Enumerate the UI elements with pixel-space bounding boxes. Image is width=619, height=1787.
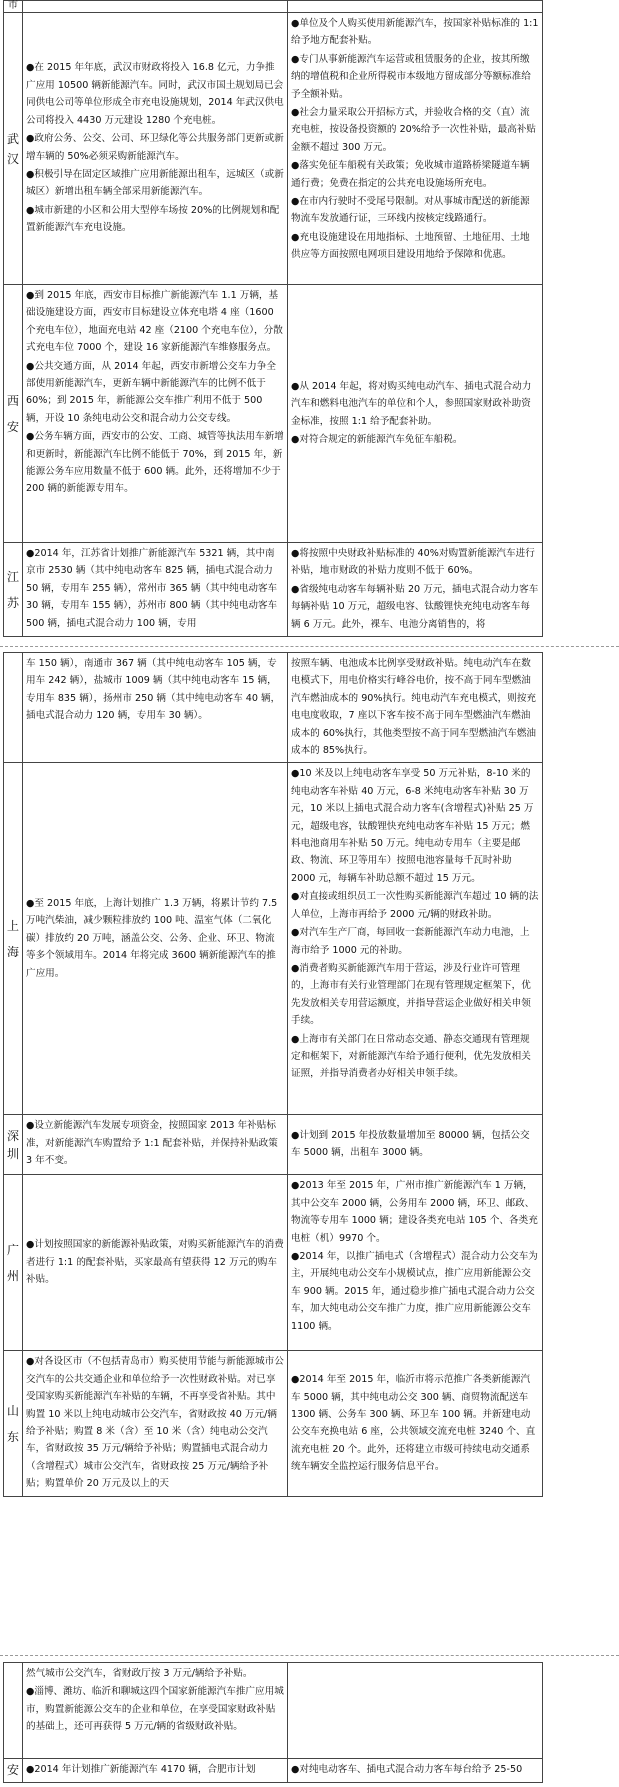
page-break-line [0, 1655, 619, 1656]
list-item: ●2013 年至 2015 年，广州市推广新能源汽车 1 万辆，其中公交车 2000 辆，公务用车 2000 辆，环卫、邮政、物流等专用车 1000 辆；建设各类充电站 105 个、各类充电桩（机）9970 个。 [291, 1180, 538, 1244]
list-item: ●城市新建的小区和公用大型停车场按 20%的比例规划和配置新能源汽车充电设施。 [26, 204, 280, 234]
city-name-shanghai: 上海 [6, 918, 19, 959]
guangzhou-plan-cell [23, 1175, 288, 1351]
list-item: ●单位及个人购买使用新能源汽车，按国家补贴标准的 1:1 给予地方配套补贴。 [291, 18, 539, 47]
list-item: ●到 2015 年底，西安市目标推广新能源汽车 1.1 万辆，基础设施建设方面，西安市目标建设立体充电塔 4 座（1600 个充电车位），地面充电站 42 座（2100 个充电车位），分散式充电车位 7000 个，建设 16 家新能源汽车维修服务点。 [26, 290, 283, 354]
shanghai-plan-cell [23, 763, 288, 1115]
list-item: ●省级纯电动客车每辆补贴 20 万元，插电式混合动力客车每辆补贴 10 万元，超级电容、钛酸锂快充纯电动客车每辆 6 万元。此外，裸车、电池分离销售的，将 [291, 583, 539, 630]
city-name-jiangsu: 江苏 [6, 569, 19, 610]
list-item: ●将按照中央财政补贴标准的 40%对购置新能源汽车进行补贴，地市财政的补贴力度则不低于 60%。 [291, 548, 535, 577]
city-name-guangzhou: 广州 [6, 1242, 19, 1283]
wuhan-plan-cell [23, 13, 288, 285]
list-item: ●2014 年，以推广插电式（含增程式）混合动力公交车为主，开展纯电动公交车小规模试点，推广应用新能源公交车 900 辆。2015 年，通过稳步推广插电式混合动力公交车，加大纯电动公交车推广力度，推广应用新能源公交车 1100 辆。 [291, 1251, 538, 1332]
list-item: ●政府公务、公交、公司、环卫绿化等公共服务部门更新或新增车辆的 50%必须采购新能源汽车。 [26, 133, 284, 162]
list-item: ●专门从事新能源汽车运营或租赁服务的企业，按其所缴纳的增值税和企业所得税市本级地方留成部分等额标准给予全额补贴。 [291, 53, 531, 100]
city-cell-xian [4, 285, 23, 543]
shandong-policy-cont-cell [288, 1663, 543, 1759]
list-item: ●计划按照国家的新能源补贴政策，对购买新能源汽车的消费者进行 1:1 的配套补贴，买家最高有望获得 12 万元的购车补贴。 [26, 1239, 284, 1286]
list-item: ●社会力量采取公开招标方式，并验收合格的交（直）流充电桩，按设备投资额的 20%给予一次性补贴，最高补贴金额不超过 300 万元。 [291, 107, 537, 153]
list-item: ●落实免征车船税有关政策；免收城市道路桥梁隧道车辆通行费；免费在指定的公共充电设施场所充电。 [291, 160, 530, 189]
list-item: ●对汽车生产厂商，每回收一套新能源汽车动力电池，上海市给予 1000 元的补助。 [291, 927, 530, 956]
shenzhen-plan-cell [23, 1115, 288, 1175]
list-item: ●上海市有关部门在日常动态交通、静态交通现有管理规定和框架下，对新能源汽车给予通行便利，优先发放相关证照，并指导消费者办好相关申领手续。 [291, 1033, 531, 1080]
table-fragment-3 [3, 1662, 543, 1783]
list-item: ●在市内行驶时不受尾号限制。对从事城市配送的新能源物流车发放通行证，三环线内按核定线路通行。 [291, 196, 530, 225]
anhui-policy-cell [288, 1759, 543, 1783]
list-item: ●充电设施建设在用地指标、土地预留、土地征用、土地供应等方面按照电网项目建设用地给予保障和优惠。 [291, 231, 530, 261]
list-item: ●公务车辆方面，西安市的公安、工商、城管等执法用车新增和更新时，新能源汽车比例不能低于 70%，到 2015 年，新能源公务车应用数量不低于 600 辆。此外，还将增加不少于 200 辆的新能源专用车。 [26, 431, 284, 495]
city-name-xian: 西安 [6, 393, 19, 434]
header-right-cell [288, 1, 543, 13]
wuhan-policy-cell [288, 13, 543, 285]
guangzhou-policy-cell [288, 1175, 543, 1351]
xian-plan-cell [23, 285, 288, 543]
list-item: ●公共交通方面，从 2014 年起，西安市新增公交车力争全部使用新能源汽车，更新车辆中新能源汽车的比例不低于 60%；到 2015 年，新能源公交车推广利用不低于 500 辆，开设 10 条纯电动公交和混合动力公交专线。 [26, 360, 276, 424]
list-item: 按照车辆、电池成本比例享受财政补贴。纯电动汽车在数电模式下，用电价格实行峰谷电价，按不高于同车型燃油汽车燃油成本的 90%执行。纯电动汽车充电模式，则按充电电度收取，7 座以下客车按不高于同车型燃油汽车燃油成本的 60%执行，其他类型按不高于同车型燃油汽车燃油成本的 85%执行。 [291, 658, 537, 757]
list-item: ●10 米及以上纯电动客车享受 50 万元补贴，8-10 米的纯电动客车补贴 40 万元，6-8 米纯电动客车补贴 30 万元，10 米以上插电式混合动力客车(含增程式)补贴 25 万元，超级电容，钛酸锂快充纯电动客车补贴 15 万元；燃料电池商用车补贴 50 万元。纯电动专用车（主要是邮政、物流、环卫等用车）按照电池容量每千瓦时补助 2000 元，每辆车补助总额不超过 15 万元。 [291, 768, 534, 884]
city-name-wuhan: 武汉 [6, 131, 19, 166]
list-item: ●从 2014 年起，将对购买纯电动汽车、插电式混合动力汽车和燃料电池汽车的单位和个人，参照国家财政补助资金标准，按照 1:1 给予配套补助。 [291, 380, 532, 427]
header-mid-cell [23, 1, 288, 13]
city-cell-jiangsu [4, 543, 23, 637]
city-name-anhui: 安 [6, 1763, 19, 1777]
city-cell-shandong-cont [4, 1663, 23, 1759]
list-item: ●对各设区市（不包括青岛市）购买使用节能与新能源城市公交汽车的公共交通企业和单位给予一次性财政补贴。对已享受国家购买新能源汽车补贴的车辆，不再享受省补贴。其中购置 10 米以上纯电动城市公交汽车，省财政按 40 万元/辆给予补贴；购置 8 米（含）至 10 米（含）纯电动公交汽车，省财政按 35 万元/辆给予补贴；购置插电式混合动力（含增程式）城市公交汽车，省财政按 25 万元/辆给予补贴；购置单价 20 万元及以上的天 [26, 1356, 284, 1490]
jiangsu-plan-cont-cell [23, 653, 288, 763]
list-item: ●积极引导在固定区域推广应用新能源出租车，远城区（或新城区）新增出租车辆全部采用新能源汽车。 [26, 168, 284, 198]
list-item: ●设立新能源汽车发展专项资金，按照国家 2013 年补贴标准，对新能源汽车购置给予 1:1 配套补贴，并保持补贴政策 3 年不变。 [26, 1120, 278, 1167]
jiangsu-policy-cont-cell [288, 653, 543, 763]
jiangsu-policy-cell [288, 543, 543, 637]
header-city-cell [4, 1, 23, 13]
list-item: ●消费者购买新能源汽车用于营运，涉及行业许可管理的，上海市有关行业管理部门在现有管理规定框架下，优先发放相关专用营运额度，并指导营运企业做好相关申领手续。 [291, 962, 531, 1027]
xian-policy-cell [288, 285, 543, 543]
list-item: ●2014 年，江苏省计划推广新能源汽车 5321 辆，其中南京市 2530 辆（其中纯电动客车 825 辆，插电式混合动力 50 辆，专用车 255 辆），常州市 365 辆（其中纯电动客车 30 辆，专用车 155 辆），苏州市 800 辆（其中纯电动客车 500 辆，插电式混合动力 100 辆，专用 [26, 548, 278, 629]
list-item: ●2014 年计划推广新能源汽车 4170 辆，合肥市计划 [26, 1764, 256, 1775]
list-item: ●在 2015 年年底，武汉市财政将投入 16.8 亿元，力争推广应用 10500 辆新能源汽车。同时，武汉市国土规划局已会同供电公司等单位形成全市充电设施规划，2014 年武汉供电公司将投入 4430 万元建设 1280 个充电桩。 [26, 62, 284, 126]
table-fragment-2 [3, 652, 543, 1497]
list-item: 车 150 辆），南通市 367 辆（其中纯电动客车 105 辆，专用车 242 辆），盐城市 1009 辆（其中纯电动客车 15 辆，专用车 835 辆），扬州市 250 辆（其中纯电动客车 40 辆，插电式混合动力 120 辆，专用车 30 辆）。 [26, 658, 281, 722]
list-item: ●2014 年至 2015 年，临沂市将示范推广各类新能源汽车 5000 辆，其中纯电动公交 300 辆、商贸物流配送车 1300 辆、公务车 300 辆、环卫车 100 辆。并新建电动公交车充换电站 6 座，公共领域交流充电桩 3240 个、直流充电桩 20 个。此外，还将建立市级可持续电动交通系统车辆安全监控运行服务信息平台。 [291, 1374, 536, 1473]
city-cell-jiangsu-cont [4, 653, 23, 763]
list-item: ●淄博、潍坊、临沂和聊城这四个国家新能源汽车推广应用城市，购置新能源公交车的企业和单位，在享受国家财政补贴的基础上，还可再获得 5 万元/辆的省级财政补贴。 [26, 1686, 284, 1733]
shandong-policy-cell [288, 1351, 543, 1497]
table-fragment-1 [3, 0, 543, 637]
list-item: ●对纯电动客车、插电式混合动力客车每台给予 25-50 [291, 1764, 523, 1775]
city-cell-wuhan [4, 13, 23, 285]
page-break-line [0, 646, 619, 647]
shenzhen-policy-cell [288, 1115, 543, 1175]
list-item: ●至 2015 年底，上海计划推广 1.3 万辆，将累计节约 7.5 万吨汽柴油，减少颗粒排放约 100 吨、温室气体（二氧化碳）排放约 20 万吨，涵盖公交、公务、企业、环卫、物流等多个领域用车。2014 年将完成 3600 辆新能源汽车的推广应用。 [26, 897, 278, 979]
shanghai-policy-cell [288, 763, 543, 1115]
jiangsu-plan-cell [23, 543, 288, 637]
city-cell-anhui [4, 1759, 23, 1783]
list-item: ●对符合规定的新能源汽车免征车船税。 [291, 433, 463, 445]
list-item: ●对直接或组织员工一次性购买新能源汽车超过 10 辆的法人单位，上海市再给予 2000 元/辆的财政补助。 [291, 891, 539, 920]
shandong-plan-cell [23, 1351, 288, 1497]
city-name-shenzhen: 深圳 [6, 1128, 19, 1161]
city-cell-guangzhou [4, 1175, 23, 1351]
city-cell-shanghai [4, 763, 23, 1115]
list-item: ●计划到 2015 年投放数量增加至 80000 辆，包括公交车 5000 辆，出租车 3000 辆。 [291, 1130, 530, 1159]
city-name-shandong: 山东 [6, 1403, 19, 1444]
city-cell-shenzhen [4, 1115, 23, 1175]
city-cell-shandong [4, 1351, 23, 1497]
header-city-text: 市 [8, 0, 18, 11]
shandong-plan-cont-cell [23, 1663, 288, 1759]
list-item: 然气城市公交汽车，省财政厅按 3 万元/辆给予补贴。 [26, 1668, 253, 1679]
anhui-plan-cell [23, 1759, 288, 1783]
